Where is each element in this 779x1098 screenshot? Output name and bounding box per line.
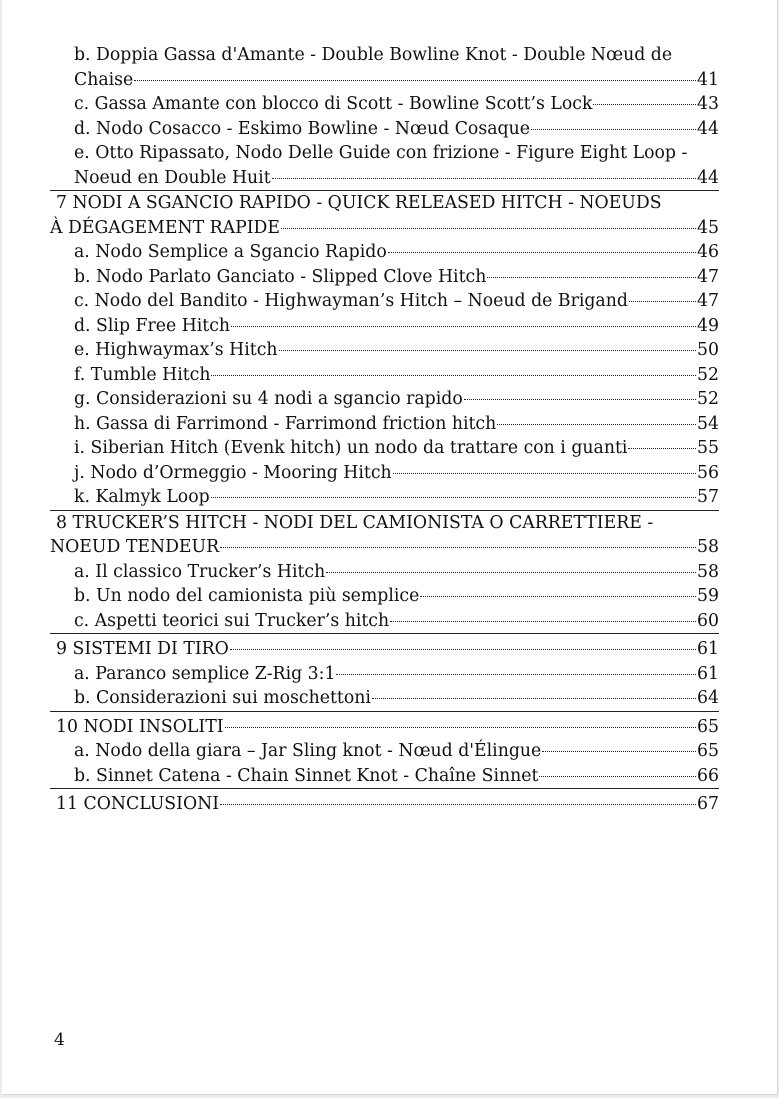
dot-leader [539, 776, 696, 777]
dot-leader [230, 649, 696, 650]
toc-entry-title: f. Tumble Hitch [74, 364, 211, 385]
dot-leader [372, 698, 696, 699]
toc-page-number: 59 [697, 586, 719, 606]
dot-leader [420, 596, 696, 597]
toc-entry-title: Noeud en Double Huit [74, 167, 271, 188]
toc-page-number: 52 [697, 364, 719, 385]
toc-section-entry[interactable] [50, 314, 719, 339]
toc-chapter-entry[interactable] [50, 510, 719, 560]
toc-entry-title: c. Nodo del Bandito - Highwayman’s Hitch – Noeud de Brigand [74, 291, 628, 311]
toc-page-number: 66 [697, 765, 719, 786]
toc-entry-title: 8 TRUCKER’S HITCH - NODI DEL CAMIONISTA O CARRETTIERE - [56, 512, 654, 533]
toc-section-entry[interactable] [50, 764, 719, 789]
dot-leader [281, 228, 696, 229]
dot-leader [220, 547, 696, 548]
toc-section-entry[interactable] [50, 436, 719, 461]
toc-section-entry[interactable] [50, 485, 719, 510]
toc-chapter-entry[interactable] [50, 711, 719, 740]
toc-page-number: 65 [697, 716, 719, 737]
toc-section-entry[interactable] [50, 363, 719, 388]
toc-page-number: 49 [697, 315, 719, 336]
toc-entry-title: a. Paranco semplice Z-Rig 3:1 [74, 663, 336, 684]
toc-section-entry[interactable] [50, 609, 719, 634]
toc-page-number: 55 [697, 438, 719, 458]
toc-section-entry[interactable] [50, 338, 719, 363]
dot-leader [211, 375, 696, 376]
toc-section-entry[interactable] [50, 412, 719, 437]
toc-entry-title: 9 SISTEMI DI TIRO [56, 639, 229, 659]
toc-entry-title: g. Considerazioni su 4 nodi a sgancio rapido [74, 389, 463, 409]
toc-entry-title: À DÉGAGEMENT RAPIDE [50, 217, 281, 238]
toc-entry-title: b. Un nodo del camionista più semplice [74, 586, 420, 606]
toc-page-number: 64 [697, 688, 719, 708]
toc-entry-title: b. Considerazioni sui moschettoni [74, 688, 371, 708]
toc-section-entry[interactable] [50, 387, 719, 412]
toc-section-entry[interactable] [50, 265, 719, 290]
toc-section-entry[interactable] [50, 240, 719, 265]
toc-page-number: 56 [697, 462, 719, 483]
toc-entry-title: e. Otto Ripassato, Nodo Delle Guide con frizione - Figure Eight Loop - [74, 143, 688, 163]
document-page [2, 0, 778, 1095]
toc-section-entry[interactable] [50, 289, 719, 314]
toc-page-number: 52 [697, 389, 719, 409]
toc-page-number: 47 [697, 291, 719, 311]
toc-entry-title: d. Slip Free Hitch [74, 315, 231, 336]
toc-entry-title: b. Nodo Parlato Ganciato - Slipped Clove Hitch [74, 266, 487, 287]
dot-leader [464, 399, 696, 400]
toc-page-number: 47 [697, 266, 719, 287]
toc-section-entry[interactable] [50, 43, 719, 92]
toc-page-number: 41 [697, 69, 719, 90]
toc-page-number: 60 [697, 610, 719, 631]
toc-page-number: 44 [697, 167, 719, 188]
toc-entry-title: i. Siberian Hitch (Evenk hitch) un nodo da trattare con i guanti [74, 438, 628, 458]
toc-section-entry[interactable] [50, 662, 719, 687]
toc-page-number: 58 [697, 561, 719, 582]
toc-entry-title: a. Nodo Semplice a Sgancio Rapido [74, 242, 387, 262]
toc-entry-title: b. Sinnet Catena - Chain Sinnet Knot - Chaîne Sinnet [74, 765, 539, 786]
toc-page-number: 50 [697, 340, 719, 360]
toc-page-number: 61 [697, 639, 719, 659]
dot-leader [393, 473, 696, 474]
toc-entry-title: d. Nodo Cosacco - Eskimo Bowline - Nœud Cosaque [74, 118, 530, 139]
toc-entry-title: 10 NODI INSOLITI [56, 716, 224, 737]
toc-entry-title: Chaise [74, 69, 134, 90]
toc-entry-title: 11 CONCLUSIONI [56, 794, 220, 814]
dot-leader [497, 424, 696, 425]
toc-page-number: 67 [697, 794, 719, 814]
table-of-contents [50, 43, 719, 817]
dot-leader [487, 277, 696, 278]
toc-entry-title: c. Gassa Amante con blocco di Scott - Bowline Scott’s Lock [74, 94, 593, 114]
toc-entry-title: a. Nodo della giara – Jar Sling knot - Nœud d'Élingue [74, 741, 542, 761]
toc-entry-title: j. Nodo d’Ormeggio - Mooring Hitch [74, 462, 392, 483]
toc-page-number: 46 [697, 242, 719, 262]
dot-leader [542, 751, 696, 752]
toc-section-entry[interactable] [50, 560, 719, 585]
toc-section-entry[interactable] [50, 461, 719, 486]
toc-entry-title: h. Gassa di Farrimond - Farrimond friction hitch [74, 413, 497, 434]
dot-leader [272, 178, 696, 179]
toc-page-number: 57 [697, 487, 719, 507]
dot-leader [628, 448, 696, 449]
toc-section-entry[interactable] [50, 584, 719, 609]
toc-entry-title: e. Highwaymax’s Hitch [74, 340, 278, 360]
toc-page-number: 45 [697, 217, 719, 238]
dot-leader [336, 674, 696, 675]
toc-section-entry[interactable] [50, 141, 719, 190]
toc-entry-title: NOEUD TENDEUR [50, 537, 220, 557]
toc-entry-title: k. Kalmyk Loop [74, 487, 210, 507]
toc-chapter-entry[interactable] [50, 788, 719, 817]
toc-entry-title: c. Aspetti teorici sui Trucker’s hitch [74, 610, 390, 631]
toc-section-entry[interactable] [50, 739, 719, 764]
toc-section-entry[interactable] [50, 117, 719, 142]
dot-leader [531, 129, 696, 130]
dot-leader [593, 104, 696, 105]
dot-leader [629, 301, 696, 302]
toc-chapter-entry[interactable] [50, 190, 719, 240]
dot-leader [390, 621, 696, 622]
dot-leader [231, 326, 696, 327]
dot-leader [225, 727, 696, 728]
dot-leader [388, 252, 696, 253]
page-number: 4 [54, 1030, 65, 1050]
toc-entry-title: b. Doppia Gassa d'Amante - Double Bowline Knot - Double Nœud de [74, 45, 673, 65]
dot-leader [326, 572, 696, 573]
toc-page-number: 54 [697, 413, 719, 434]
toc-section-entry[interactable] [50, 92, 719, 117]
toc-page-number: 44 [697, 118, 719, 139]
dot-leader [279, 350, 696, 351]
toc-chapter-entry[interactable] [50, 633, 719, 662]
toc-entry-title: a. Il classico Trucker’s Hitch [74, 561, 326, 582]
toc-page-number: 65 [697, 741, 719, 761]
toc-page-number: 58 [697, 537, 719, 557]
toc-page-number: 43 [697, 94, 719, 114]
toc-entry-title: 7 NODI A SGANCIO RAPIDO - QUICK RELEASED HITCH - NOEUDS [56, 193, 662, 213]
dot-leader [211, 497, 696, 498]
toc-page-number: 61 [697, 663, 719, 684]
dot-leader [134, 80, 696, 81]
toc-section-entry[interactable] [50, 686, 719, 711]
dot-leader [220, 804, 696, 805]
